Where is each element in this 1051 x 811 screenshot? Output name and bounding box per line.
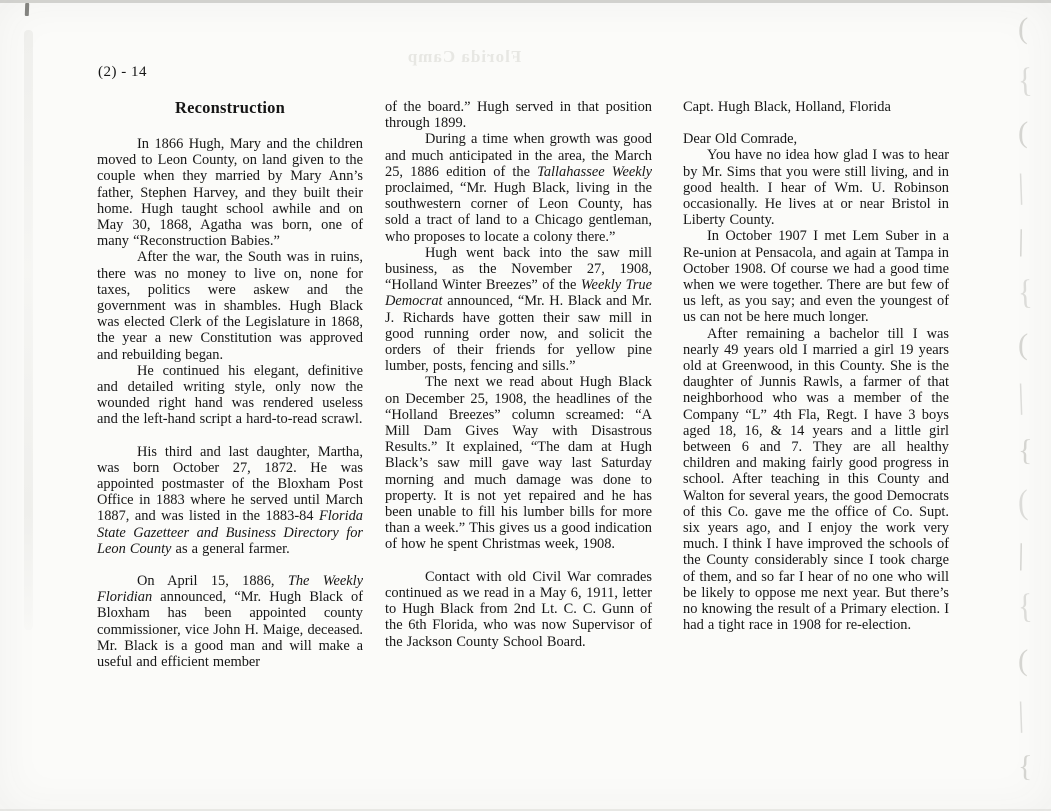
body-text: Hugh went back into the saw mill business, as the November 27, 1908, “Holland Winter Breezes” of the	[385, 244, 652, 294]
scan-artifact-mark: {	[1017, 587, 1034, 626]
italic-title-text: Weekly True Democrat	[385, 277, 652, 310]
column-2	[385, 99, 652, 650]
body-text: Dear Old Comrade,	[683, 131, 798, 148]
paragraph	[385, 569, 652, 650]
ink-corner-mark	[25, 3, 29, 16]
paragraph	[97, 444, 363, 557]
body-text: Contact with old Civil War comrades continued as we read in a May 6, 1911, letter to Hugh Black from 2nd Lt. C. C. Gunn of the 6th Florida, who was now Supervisor of the Jackson County School Board.	[385, 568, 652, 650]
paragraph	[385, 131, 652, 244]
body-text: In October 1907 I met Lem Suber in a Re-union at Pensacola, and again at Tampa in October 1908. Of course we had a good time when we were together. There are but few of us left, as you say; and even the youngest of us can not be here much longer.	[683, 228, 949, 326]
scan-artifact-mark: |	[1017, 223, 1025, 258]
scan-artifact-mark: (	[1017, 643, 1029, 678]
body-text: He continued his elegant, definitive and detailed writing style, only now the wounded right hand was rendered useless and the left-hand script a hard-to-read scrawl.	[97, 362, 363, 428]
page-number: (2) - 14	[98, 64, 147, 80]
body-text: of the board.” Hugh served in that position through 1899.	[385, 99, 652, 132]
scan-artifact-mark: {	[1017, 61, 1034, 100]
paragraph	[97, 573, 363, 670]
section-heading: Reconstruction	[174, 98, 286, 117]
paragraph	[97, 249, 363, 362]
body-text: During a time when growth was good and much anticipated in the area, the March 25, 1886 edition of the	[385, 131, 652, 180]
column-1	[97, 99, 363, 670]
body-text: His third and last daughter, Martha, was born October 27, 1872. He was appointed postmaster of the Bloxham Post Office in 1883 where he served until March 1887, and was listed in the 1883-84	[97, 443, 363, 525]
paragraph-spacer	[385, 553, 652, 569]
scan-artifact-mark: |	[1017, 537, 1025, 572]
scan-artifact-mark: {	[1017, 273, 1034, 312]
scan-artifact-mark: (	[1017, 11, 1029, 46]
scan-artifact-mark: |	[1017, 377, 1025, 416]
body-text: In 1866 Hugh, Mary and the children moved to Leon County, on land given to the couple when they married by Mary Ann’s father, Stephen Harvey, and they built their home. Hugh taught school awhile and on May 30, 1868, Agatha was born, one of many “Reconstruction Babies.”	[97, 136, 363, 250]
body-text: On April 15, 1886,	[137, 573, 288, 590]
scan-artifact-mark: {	[1017, 433, 1033, 468]
body-text: The next we read about Hugh Black on December 25, 1908, the headlines of the “Holland Breezes” column screamed: “A Mill Dam Gives Way with Disastrous Results.” It explained, “The dam at Hugh Black’s saw mill gave way last Saturday morning and much damage was done to property. It is not yet repaired and he has been unable to fill his lumber bills for more than a week.” This gives us a good indication of how he spent Christmas week, 1908.	[385, 374, 652, 553]
paragraph-spacer	[97, 428, 363, 444]
scan-left-smudge	[24, 30, 33, 630]
paragraph	[97, 136, 363, 249]
scan-artifact-mark: (	[1017, 327, 1029, 362]
paragraph	[683, 228, 949, 325]
column-3	[683, 99, 949, 634]
italic-title-text: Florida State Gazetteer and Business Directory for Leon County	[97, 508, 363, 557]
paragraph	[683, 326, 949, 634]
paragraph	[683, 147, 949, 228]
body-text: Capt. Hugh Black, Holland, Florida	[683, 99, 891, 115]
scan-artifact-mark: (	[1017, 483, 1029, 522]
bleed-through-text: Florida Camp	[406, 47, 522, 66]
scan-artifact-mark: {	[1017, 749, 1033, 784]
body-text: announced, “Mr. Hugh Black of Bloxham has been appointed county commissioner, vice John H. Maige, deceased. Mr. Black is a good man and will make a useful and efficient member	[97, 589, 363, 671]
italic-title-text: Tallahassee Weekly	[537, 163, 652, 180]
scan-artifact-mark: (	[1017, 115, 1029, 150]
body-text: After remaining a bachelor till I was nearly 49 years old I married a girl 19 years old at Greenwood, in this County. She is the daughter of Junnis Rawls, a farmer of that neighborhood who was a member of the Company “L” 4th Fla, Regt. I have 3 boys aged 18, 16, & 14 years and a little girl between 6 and 7. They are all healthy children and making fairly good progress in school. After teaching in this County and Walton for several years, the good Democrats of this Co. gave me the office of Co. Supt. six years ago, and I enjoy the work very much. I think I have improved the schools of the County considerably since I took charge of them, and so far I hear of no one who will be likely to oppose me next year. But there’s no knowing the result of a Primary election. I had a tight race in 1908 for re-election.	[683, 325, 949, 634]
paragraph	[97, 363, 363, 428]
body-text: announced, “Mr. H. Black and Mr. J. Richards have gotten their saw mill in good running order now, and solicit the orders of their friends for yellow pine lumber, posts, fencing and sills.”	[385, 293, 652, 375]
body-text: After the war, the South was in ruins, there was no money to live on, none for taxes, politics were askew and the government was in shambles. Hugh Black was elected Clerk of the Legislature in 1868, the year a new Constitution was approved and rebuilding began.	[97, 249, 363, 363]
scan-top-edge	[0, 0, 1051, 3]
body-text: You have no idea how glad I was to hear by Mr. Sims that you were still living, and in good health. I hear of Wm. U. Robinson occasionally. He lives at or near Bristol in Liberty County.	[683, 147, 949, 229]
paragraph	[385, 374, 652, 552]
paragraph-spacer	[683, 115, 949, 131]
paragraph	[683, 99, 949, 115]
scan-artifact-mark: |	[1017, 167, 1025, 206]
italic-title-text: The Weekly Floridian	[97, 573, 363, 606]
paragraph	[385, 99, 652, 131]
body-text: as a general farmer.	[171, 540, 290, 557]
paragraph	[385, 245, 652, 375]
right-edge-artifacts	[1012, 0, 1051, 811]
paragraph	[683, 131, 949, 147]
paragraph-spacer	[97, 557, 363, 573]
body-text: proclaimed, “Mr. Hugh Black, living in the southwestern corner of Leon County, has sold a tract of land to a Chicago gentleman, who proposes to locate a colony there.”	[385, 180, 652, 245]
scan-artifact-mark: |	[1017, 695, 1025, 734]
